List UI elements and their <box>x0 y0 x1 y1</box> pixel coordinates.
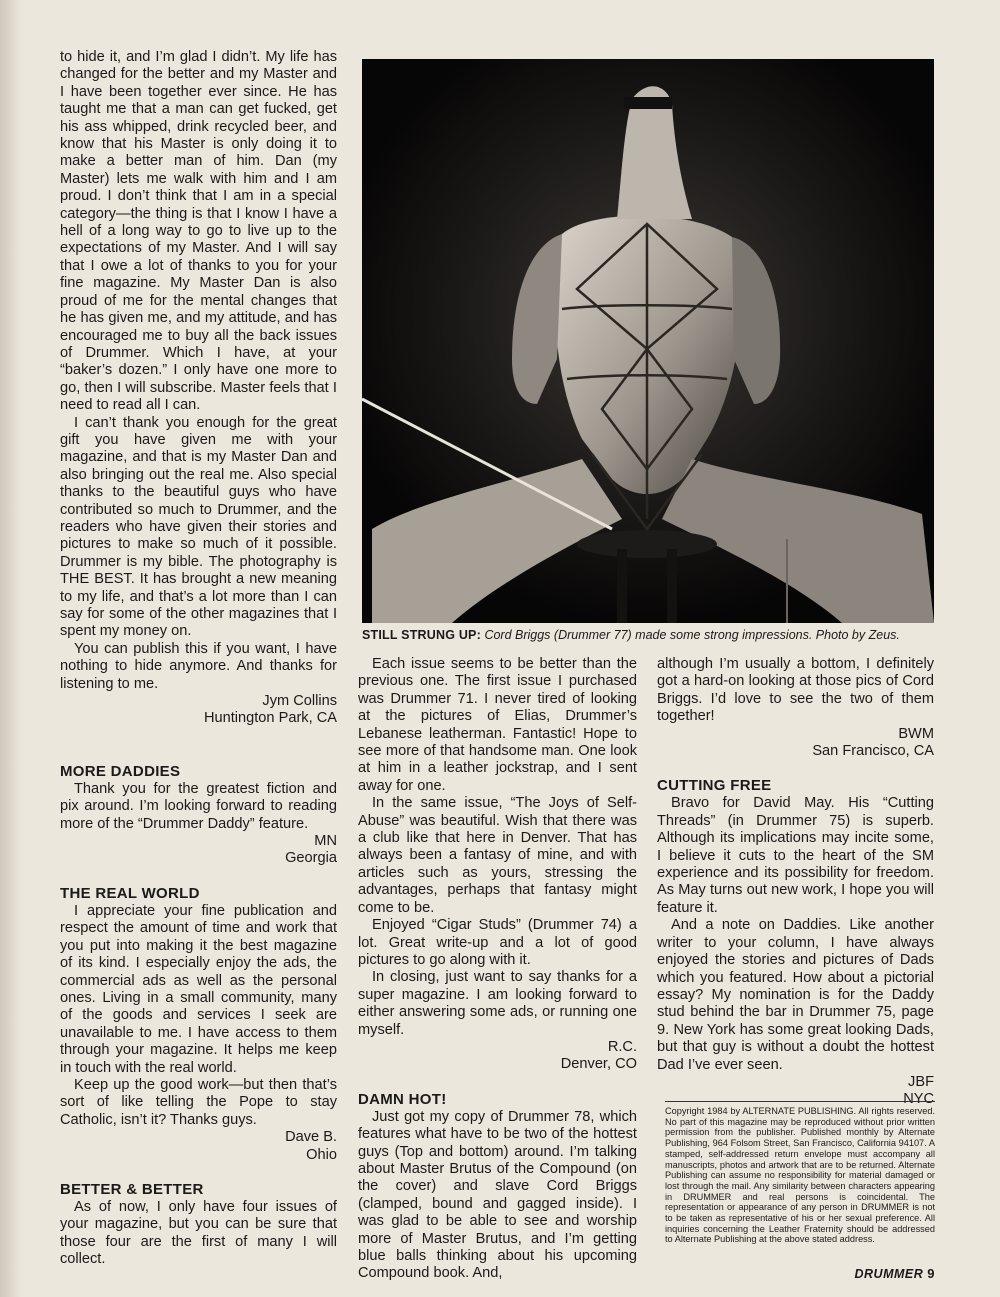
signature-name: R.C. <box>607 1038 637 1055</box>
signature-name: JBF <box>908 1073 934 1090</box>
letter-collins-p3: You can publish this if you want, I have nothing to hide anymore. And thanks for listening to me. <box>60 640 337 692</box>
letter-cutting-free-p1: Bravo for David May. His “Cutting Threads” (in Drummer 75) is superb. Although its implications may incite some, I believe it cuts to the heart of the SM experience and its possibility for freedom. As May turns out new work, I hope you will feature it. <box>657 795 934 916</box>
folio-magazine-name: DRUMMER <box>854 1267 924 1281</box>
page-binding-shadow <box>0 0 22 1297</box>
signature-place: Georgia <box>285 850 337 867</box>
column-right <box>657 656 934 1109</box>
signature-place: Denver, CO <box>560 1056 637 1073</box>
caption-text: Cord Briggs (Drummer 77) made some strong impressions. Photo by Zeus. <box>484 628 900 642</box>
copyright-notice: Copyright 1984 by ALTERNATE PUBLISHING. All rights reserved. No part of this magazine may be reproduced without prior written permission from the publisher. Published monthly by Alternate Publishing, 964 Folsom Street, San Francisco, California 94107. A stamped, self-addressed return envelope must accompany all manuscripts, photos and artwork that are to be returned. Alternate Publishing can assume no responsibility for material damaged or lost through the mail. Any similarity between characters appearing in DRUMMER and real persons is coincidental. The representation or appearance of any person in DRUMMER is not to be taken as representative of his or her sexual preference. All inquiries concerning the Leather Fraternity should be addressed to Alternate Publishing at the above stated address. <box>665 1101 935 1245</box>
letter-rc-p4: In closing, just want to say thanks for a super magazine. I am looking forward to either answering some ads, or running one myself. <box>358 969 637 1038</box>
column-middle <box>358 656 637 1283</box>
signature-name: BWM <box>898 725 934 742</box>
letter-damn-hot: Just got my copy of Drummer 78, which features what have to be two of the hottest guys (Top and bottom) around. I’m talking about Master Brutus of the Compound (on the cover) and slave Cord Briggs (clamped, bound and gagged inside). I was glad to be able to see and worship more of Master Brutus, and I’m getting blue balls thinking about his upcoming Compound book. And, <box>358 1108 637 1282</box>
page-folio <box>835 1266 935 1281</box>
letter-rc-p2: In the same issue, “The Joys of Self-Abuse” was beautiful. Wish that there was a club like that here in Denver. That has always been a fantasy of mine, and with articles such as yours, stressing the advantages, perhaps that fantasy might come to be. <box>358 795 637 916</box>
caption-label: STILL STRUNG UP: <box>362 628 481 642</box>
signature-place: San Francisco, CA <box>812 743 934 760</box>
signature-name: Dave B. <box>285 1129 337 1146</box>
heading-better-better: BETTER & BETTER <box>60 1180 204 1198</box>
letter-more-daddies: Thank you for the greatest fiction and pix around. I’m looking forward to reading more of the “Drummer Daddy” feature. <box>60 780 337 832</box>
letter-rc-p1: Each issue seems to be better than the previous one. The first issue I purchased was Drummer 71. I never tired of looking at the pictures of Elias, Drummer’s Lebanese leatherman. Fantastic! Hope to see more of that handsome man. One look at him in a leather jockstrap, and I sent away for one. <box>358 656 637 794</box>
signature-place: Ohio <box>306 1146 337 1163</box>
photo-caption <box>362 627 942 643</box>
photo-illustration <box>362 59 934 623</box>
letter-real-world-p2: Keep up the good work—but then that’s sort of like telling the Pope to stay Catholic, isn’t it? Thanks guys. <box>60 1076 337 1128</box>
letter-real-world-p1: I appreciate your fine publication and respect the amount of time and work that you put into making it the best magazine of its kind. I especially enjoy the ads, the commercial ads as well as the personal ones. Living in a small community, many of the goods and services I seek are unavailable to me. I have access to them through your magazine. It helps me keep in touch with the real world. <box>60 902 337 1076</box>
column-left <box>60 49 337 1269</box>
heading-damn-hot: DAMN HOT! <box>358 1090 447 1108</box>
folio-page-number: 9 <box>927 1266 935 1281</box>
signature-place: NYC <box>903 1091 934 1108</box>
photo-cord-briggs <box>362 59 934 623</box>
letter-better-better: As of now, I only have four issues of your magazine, but you can be sure that those four are the first of many I will collect. <box>60 1198 337 1268</box>
letter-collins-p1: to hide it, and I’m glad I didn’t. My life has changed for the better and my Master and I have been together ever since. He has taught me that a man can get fucked, get his ass whipped, drink recycled beer, and know that his Master is only doing it to make a better man of him. Dan (my Master) lets me walk with him and I am proud. I don’t think that I am in a special category—the thing is that I know I have a hell of a long way to go to live up to the expectations of my Master. And I will say that I owe a lot of thanks to you for your fine magazine. My Master Dan is also proud of me for the mental changes that he has given me, and my attitude, and has encouraged me to buy all the back issues of Drummer. Which I have, at your “baker’s dozen.” I only have one more to go, then I will subscribe. Master feels that I need to read all I can. <box>60 49 337 414</box>
heading-real-world: THE REAL WORLD <box>60 884 200 902</box>
letter-bwm: although I’m usually a bottom, I definitely got a hard-on looking at those pics of Cord Briggs. I’d love to see the two of them together! <box>657 656 934 725</box>
letter-rc-p3: Enjoyed “Cigar Studs” (Drummer 74) a lot. Great write-up and a lot of good pictures to go along with it. <box>358 917 637 968</box>
letter-cutting-free-p2: And a note on Daddies. Like another writer to your column, I have always enjoyed the stories and pictures of Dads which you featured. How about a pictorial essay? My nomination is for the Daddy stud behind the bar in Drummer 75, page 9. New York has some great looking Dads, but that guy is without a doubt the hottest Dad I’ve ever seen. <box>657 917 934 1073</box>
signature-name: MN <box>314 833 337 850</box>
signature-place: Huntington Park, CA <box>203 710 337 727</box>
letter-collins-p2: I can’t thank you enough for the great gift you have given me with your magazine, and that is my Master Dan and also bringing out the real me. Also special thanks to the beautiful guys who have contributed so much to Drummer, and the readers who have given their stories and pictures to make so much of it possible. Drummer is my bible. The photography is THE BEST. It has brought a new meaning to my life, and that’s a lot more than I can say for some of the other magazines that I spent my money on. <box>60 414 337 640</box>
heading-more-daddies: MORE DADDIES <box>60 762 181 780</box>
heading-cutting-free: CUTTING FREE <box>657 777 772 795</box>
signature-name: Jym Collins <box>262 693 337 710</box>
